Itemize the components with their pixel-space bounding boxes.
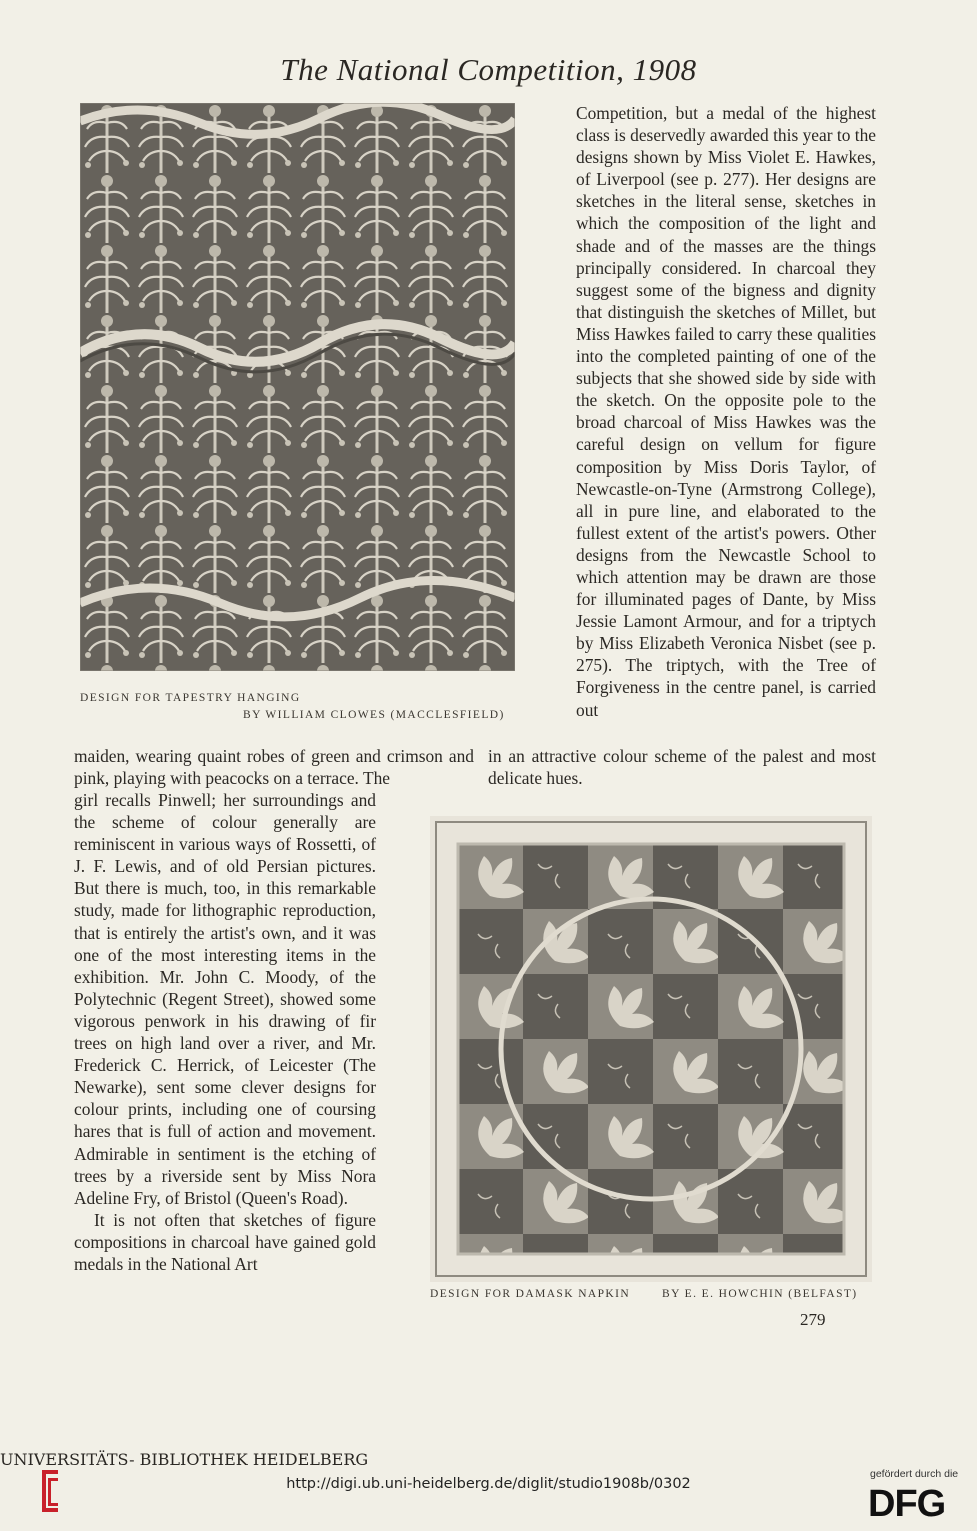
paragraph: maiden, wearing quaint robes of green and crimson and pink, playing with peacocks on a terrace. The bbox=[74, 746, 474, 789]
tapestry-design-illustration bbox=[80, 103, 515, 671]
tapestry-caption-title: DESIGN FOR TAPESTRY HANGING bbox=[80, 692, 301, 704]
library-line-2: BIBLIOTHEK bbox=[139, 1450, 248, 1469]
library-line-1: UNIVERSITÄTS- bbox=[0, 1450, 135, 1469]
tapestry-caption-author: BY WILLIAM CLOWES (MACCLESFIELD) bbox=[243, 709, 505, 721]
napkin-caption-author: BY E. E. HOWCHIN (BELFAST) bbox=[662, 1288, 858, 1300]
paragraph: It is not often that sketches of figure compositions in charcoal have gained gold medals in the National Art bbox=[74, 1209, 376, 1274]
dfg-logo: DFG bbox=[868, 1483, 946, 1525]
article-text-wide-right bbox=[488, 745, 876, 789]
article-text-left-column bbox=[74, 789, 376, 1275]
source-url-link[interactable]: http://digi.ub.uni-heidelberg.de/diglit/studio1908b/0302 bbox=[286, 1476, 691, 1492]
funding-note: gefördert durch die bbox=[870, 1468, 959, 1480]
napkin-caption bbox=[430, 1288, 858, 1300]
paragraph: in an attractive colour scheme of the palest and most delicate hues. bbox=[488, 746, 876, 789]
page-number: 279 bbox=[800, 1310, 826, 1329]
library-line-3: HEIDELBERG bbox=[252, 1450, 369, 1469]
library-name bbox=[0, 1450, 368, 1469]
article-text-wide-left bbox=[74, 745, 474, 789]
napkin-caption-title: DESIGN FOR DAMASK NAPKIN bbox=[430, 1288, 631, 1300]
article-text-right-column bbox=[576, 102, 876, 721]
running-header: The National Competition, 1908 bbox=[280, 52, 697, 87]
paragraph: Competition, but a medal of the highest class is deservedly awarded this year to the designs shown by Miss Violet E. Hawkes, of Liverpool (see p. 277). Her designs are sketches in the literal sense, sketches in which the composition of the light and shade and of the masses are the things principally considered. In charcoal they suggest some of the bigness and dignity that distinguish the sketches of Millet, but Miss Hawkes failed to carry these qualities into the completed painting of one of the subjects that she showed side by side with the sketch. On the opposite pole to the broad charcoal of Miss Hawkes was the careful design on vellum for figure composition by Miss Doris Taylor, of Newcastle-on-Tyne (Armstrong College), all in pure line, and elaborated to the fullest extent of the artist's powers. Other designs from the Newcastle School to which attention may be drawn are those for illuminated pages of Dante, by Miss Jessie Lamont Armour, and for a triptych by Miss Elizabeth Veronica Nisbet (see p. 275). The triptych, with the Tree of Forgiveness in the centre panel, is carried out bbox=[576, 103, 876, 720]
damask-napkin-illustration bbox=[430, 816, 872, 1282]
paragraph: girl recalls Pinwell; her surroundings and the scheme of colour generally are reminiscent in various ways of Rossetti, of J. F. Lewis, and of old Persian pictures. But there is much, too, in this remarkable study, made for lithographic reproduction, that is entirely the artist's own, and it was one of the most interesting items in the exhibition. Mr. John C. Moody, of the Polytechnic (Regent Street), showed some vigorous penwork in his drawing of fir trees on high land over a river, and Mr. Frederick C. Herrick, of Leicester (The Newarke), sent some clever designs for colour prints, including one of coursing hares that is full of action and movement. Admirable in sentiment is the etching of trees by a riverside sent by Miss Nora Adeline Fry, of Bristol (Queen's Road). bbox=[74, 790, 376, 1208]
